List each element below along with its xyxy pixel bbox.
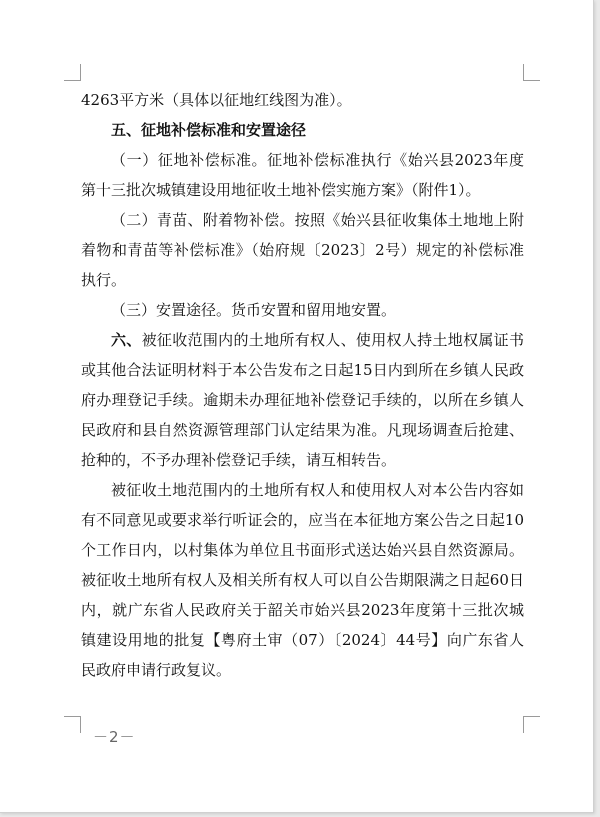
section-6-paragraph: [81, 325, 524, 475]
section-5-heading: 五、征地补偿标准和安置途径: [111, 121, 307, 139]
section-5-item-3: （三）安置途径。货币安置和留用地安置。: [111, 301, 397, 319]
section-6-lead: 六、: [111, 331, 142, 349]
section-5-item-1: （一）征地补偿标准。征地补偿标准执行《始兴县2023年度第十三批次城镇建设用地征收土地补偿实施方案》（附件1）。: [81, 151, 524, 199]
document-body: [81, 85, 524, 685]
hearing-paragraph: 被征收土地范围内的土地所有权人和使用权人对本公告内容如有不同意见或要求举行听证会的，应当在本征地方案公告之日起10个工作日内，以村集体为单位且书面形式送达始兴县自然资源局。被征收土地所有权人及相关所有权人可以自公告期限满之日起60日内，就广东省人民政府关于韶关市始兴县2023年度第十三批次城镇建设用地的批复【粤府土审（07）〔2024〕44号】向广东省人民政府申请行政复议。: [81, 481, 524, 679]
area-line: 4263平方米（具体以征地红线图为准）。: [81, 91, 352, 109]
crop-mark-top-left: [64, 64, 81, 81]
section-5-item-2: （二）青苗、附着物补偿。按照《始兴县征收集体土地地上附着物和青苗等补偿标准》（始府规〔2023〕2号）规定的补偿标准执行。: [81, 211, 524, 289]
crop-mark-bottom-left: [64, 716, 81, 733]
section-6-text: 被征收范围内的土地所有权人、使用权人持土地权属证书或其他合法证明材料于本公告发布之日起15日内到所在乡镇人民政府办理登记手续。逾期未办理征地补偿登记手续的，以所在乡镇人民政府和县自然资源管理部门认定结果为准。凡现场调查后抢建、抢种的，不予办理补偿登记手续，请互相转告。: [81, 331, 524, 469]
crop-mark-bottom-right: [523, 716, 540, 733]
page-number: －2－: [93, 728, 136, 746]
crop-mark-top-right: [523, 64, 540, 81]
